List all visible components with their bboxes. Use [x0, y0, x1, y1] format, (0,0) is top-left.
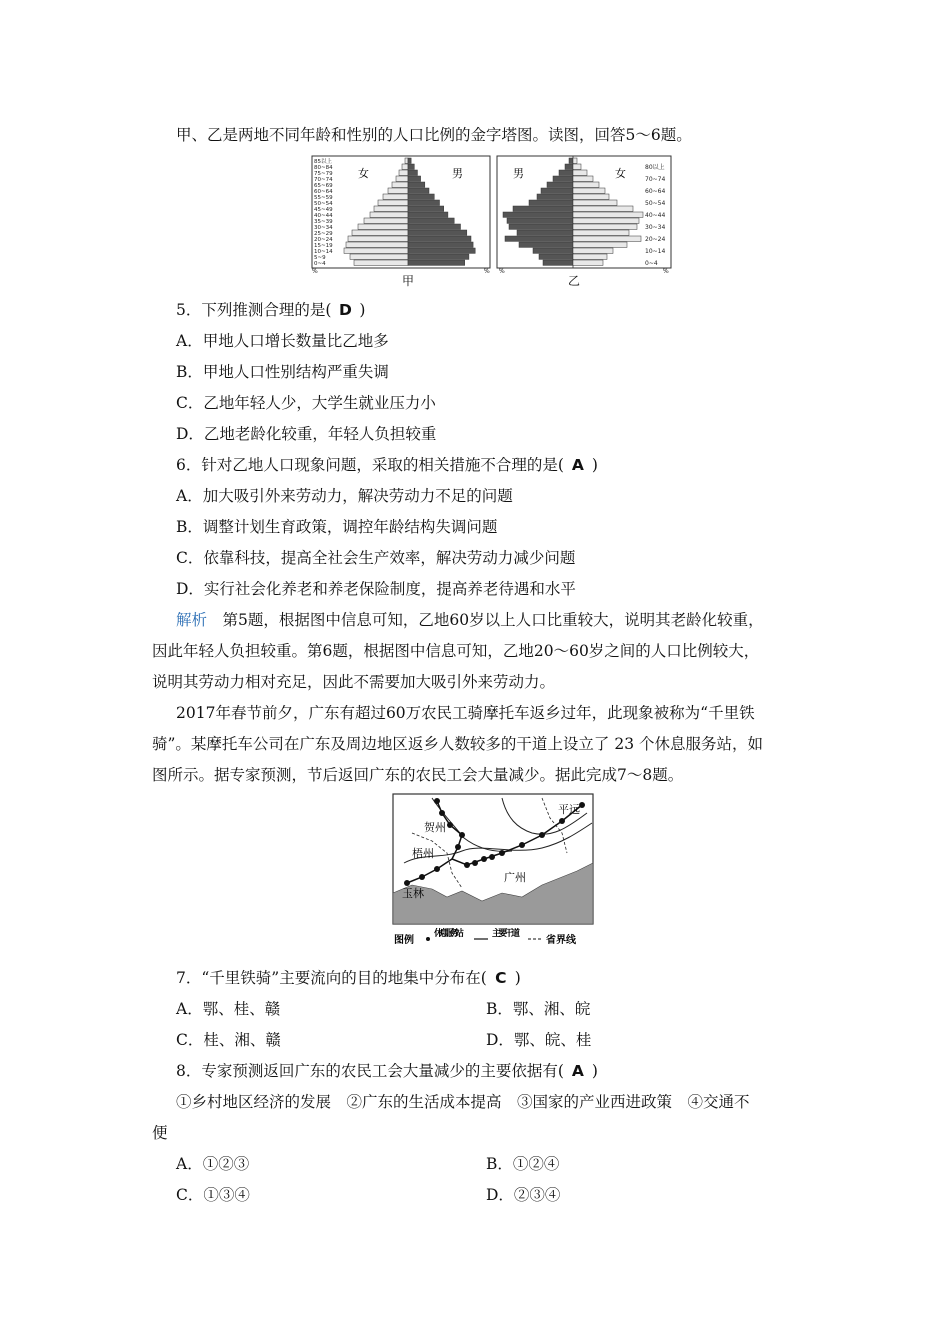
q6-stem: 6．针对乙地人口现象问题，采取的相关措施不合理的是( A ) [176, 456, 598, 474]
yi-male-label: 男 [513, 167, 524, 180]
yi-male-bar [559, 170, 573, 175]
yi-male-bar [547, 182, 573, 187]
yi-male-bar [509, 224, 573, 229]
jia-female-bar [374, 206, 408, 211]
q5-answer: D [338, 301, 352, 319]
jia-male-bar [408, 230, 467, 235]
jia-age-label: 85以上 [314, 159, 332, 165]
jia-female-bar [344, 248, 408, 253]
jia-age-label: 30~34 [314, 225, 333, 231]
jia-male-bar [408, 254, 469, 259]
yi-age-label: 20~24 [645, 236, 666, 243]
yi-female-bar [573, 236, 641, 241]
yi-female-bar [573, 176, 593, 181]
q5-stem: 5．下列推测合理的是( D ) [176, 301, 366, 319]
jia-male-bar [408, 242, 473, 247]
yi-age-label: 60~64 [645, 188, 666, 195]
yi-age-label: 80以上 [645, 164, 665, 171]
jia-male-bar [408, 170, 417, 175]
yi-female-bar [573, 230, 629, 235]
q5-option-b: B．甲地人口性别结构严重失调 [176, 363, 389, 381]
yi-female-bar [573, 242, 627, 247]
jia-age-label: 70~74 [314, 177, 333, 183]
q7-option-c: C．桂、湘、赣 [176, 1031, 281, 1049]
q7-option-d: D．鄂、皖、桂 [486, 1031, 592, 1049]
jia-female-bar [364, 218, 408, 223]
yi-female-bar [573, 248, 613, 253]
yi-female-bar [573, 200, 617, 205]
jia-female-bar [388, 188, 408, 193]
map-place-wuzhou: 梧州 [412, 847, 434, 860]
yi-male-bar [503, 212, 573, 217]
pyramid-jia [308, 155, 493, 275]
jia-caption: 甲 [402, 274, 415, 288]
yi-age-label: 70~74 [645, 176, 666, 183]
map-place-guangzhou: 广州 [504, 871, 526, 884]
yi-female-label: 女 [615, 167, 626, 180]
jia-age-label: 40~44 [314, 213, 333, 219]
jia-age-label: 10~14 [314, 249, 333, 255]
yi-female-bar [573, 212, 643, 217]
jia-male-bar [408, 182, 425, 187]
jia-age-label: 50~54 [314, 201, 333, 207]
map-place-pingyuan: 平远 [558, 803, 580, 816]
jia-male-bar [408, 194, 434, 199]
yi-male-bar [513, 206, 573, 211]
jia-female-bar [348, 236, 408, 241]
q6-option-b: B．调整计划生育政策，调控年龄结构失调问题 [176, 518, 498, 536]
map-place-yulin: 玉林 [402, 887, 424, 900]
yi-male-bar [519, 242, 573, 247]
jia-female-bar [405, 158, 408, 163]
jia-age-label: 80~84 [314, 165, 333, 171]
pyramid-yi [495, 155, 675, 275]
q8-items-line-2: 便 [152, 1124, 168, 1142]
yi-male-bar [541, 188, 573, 193]
jia-male-label: 男 [452, 167, 463, 180]
jia-female-bar [378, 200, 408, 205]
yi-male-bar [529, 200, 573, 205]
yi-male-bar [505, 236, 573, 241]
jia-male-bar [408, 164, 414, 169]
q8-items-line-1: ①乡村地区经济的发展 ②广东的生活成本提高 ③国家的产业西进政策 ④交通不 [176, 1093, 750, 1111]
yi-pct-right: % [663, 268, 669, 275]
jia-male-bar [408, 200, 440, 205]
legend-title: 图例 [394, 935, 414, 946]
jia-age-label: 15~19 [314, 243, 333, 249]
legend-road: 主要干道 [492, 929, 520, 939]
yi-female-bar [573, 260, 603, 265]
map-place-hezhou: 贺州 [424, 821, 446, 834]
q6-option-d: D．实行社会化养老和养老保险制度，提高养老待遇和水平 [176, 580, 576, 598]
jia-age-label: 60~64 [314, 189, 333, 195]
jia-male-bar [408, 236, 471, 241]
jia-female-bar [402, 164, 408, 169]
jia-age-label: 5~9 [314, 255, 326, 261]
jia-pct-left: % [312, 268, 318, 275]
jia-age-label: 75~79 [314, 171, 333, 177]
analysis-label: 解析 [176, 611, 208, 629]
q8-option-b: B．①②④ [486, 1155, 560, 1173]
yi-female-bar [573, 182, 599, 187]
jia-pct-right: % [484, 268, 490, 275]
yi-male-bar [539, 254, 573, 259]
yi-male-bar [507, 218, 573, 223]
q7-option-b: B．鄂、湘、皖 [486, 1000, 591, 1018]
jia-age-label: 65~69 [314, 183, 333, 189]
yi-age-label: 0~4 [645, 260, 658, 267]
legend-station: 休息服务站 [434, 929, 464, 939]
jia-female-label: 女 [358, 167, 369, 180]
q5-option-a: A．甲地人口增长数量比乙地多 [176, 332, 389, 350]
intro2-line-2: 骑”。某摩托车公司在广东及周边地区返乡人数较多的干道上设立了 23 个休息服务站，如 [152, 735, 764, 753]
q6-answer: A [571, 456, 584, 474]
q7-answer: C [495, 969, 507, 987]
jia-male-bar [408, 206, 444, 211]
q8-option-c: C．①③④ [176, 1186, 250, 1204]
yi-female-bar [573, 254, 607, 259]
legend-border: 省界线 [546, 935, 576, 946]
jia-age-label: 55~59 [314, 195, 333, 201]
q7-option-a: A．鄂、桂、赣 [176, 1000, 281, 1018]
jia-male-bar [408, 224, 461, 229]
yi-female-bar [573, 206, 633, 211]
q6-option-c: C．依靠科技，提高全社会生产效率，解决劳动力减少问题 [176, 549, 576, 567]
q6-option-a: A．加大吸引外来劳动力，解决劳动力不足的问题 [176, 487, 513, 505]
intro-text: 甲、乙是两地不同年龄和性别的人口比例的金字塔图。读图，回答5～6题。 [176, 126, 692, 144]
jia-female-bar [392, 182, 408, 187]
jia-male-bar [408, 248, 475, 253]
jia-female-bar [350, 254, 408, 259]
jia-female-bar [346, 242, 408, 247]
q7-stem: 7．“千里铁骑”主要流向的目的地集中分布在( C ) [176, 969, 521, 987]
jia-age-label: 25~29 [314, 231, 333, 237]
yi-female-bar [573, 158, 577, 163]
yi-male-bar [553, 176, 573, 181]
analysis-line-2: 因此年轻人负担较重。第6题，根据图中信息可知，乙地20～60岁之间的人口比例较大， [152, 642, 760, 660]
yi-female-bar [573, 224, 637, 229]
jia-male-bar [408, 158, 411, 163]
jia-female-bar [383, 194, 408, 199]
intro2-line-3: 图所示。据专家预测，节后返回广东的农民工会大量减少。据此完成7～8题。 [152, 766, 684, 784]
jia-female-bar [370, 212, 408, 217]
q8-answer: A [571, 1062, 584, 1080]
yi-male-bar [533, 248, 573, 253]
intro2-line-1: 2017年春节前夕，广东有超过60万农民工骑摩托车返乡过年，此现象被称为“千里铁 [176, 704, 755, 722]
q8-option-a: A．①②③ [176, 1155, 250, 1173]
jia-female-bar [358, 224, 408, 229]
jia-age-label: 45~49 [314, 207, 333, 213]
yi-age-label: 50~54 [645, 200, 666, 207]
route-map [392, 793, 596, 955]
yi-age-label: 40~44 [645, 212, 666, 219]
q5-option-c: C．乙地年轻人少，大学生就业压力小 [176, 394, 436, 412]
yi-male-bar [543, 260, 573, 265]
yi-caption: 乙 [568, 274, 581, 288]
jia-female-bar [396, 176, 408, 181]
jia-age-label: 20~24 [314, 237, 333, 243]
yi-female-bar [573, 170, 587, 175]
yi-age-label: 10~14 [645, 248, 666, 255]
yi-female-bar [573, 188, 605, 193]
q8-option-d: D．②③④ [486, 1186, 561, 1204]
analysis-line-3: 说明其劳动力相对充足，因此不需要加大吸引外来劳动力。 [152, 673, 556, 691]
q8-stem: 8．专家预测返回广东的农民工会大量减少的主要依据有( A ) [176, 1062, 598, 1080]
jia-male-bar [408, 260, 465, 265]
jia-female-bar [399, 170, 408, 175]
yi-female-bar [573, 194, 609, 199]
jia-age-label: 35~39 [314, 219, 333, 225]
yi-male-bar [517, 230, 573, 235]
yi-female-bar [573, 218, 639, 223]
yi-male-bar [569, 158, 573, 163]
q5-option-d: D．乙地老龄化较重，年轻人负担较重 [176, 425, 437, 443]
yi-male-bar [537, 194, 573, 199]
analysis-line-1: 解析 第5题，根据图中信息可知，乙地60岁以上人口比重较大，说明其老龄化较重， [176, 611, 764, 629]
jia-female-bar [354, 260, 408, 265]
jia-male-bar [408, 212, 448, 217]
yi-female-bar [573, 164, 581, 169]
jia-male-bar [408, 188, 429, 193]
jia-female-bar [352, 230, 408, 235]
yi-pct-left: % [499, 268, 505, 275]
jia-male-bar [408, 176, 421, 181]
yi-age-label: 30~34 [645, 224, 666, 231]
jia-male-bar [408, 218, 454, 223]
yi-male-bar [565, 164, 573, 169]
jia-age-label: 0~4 [314, 261, 326, 267]
